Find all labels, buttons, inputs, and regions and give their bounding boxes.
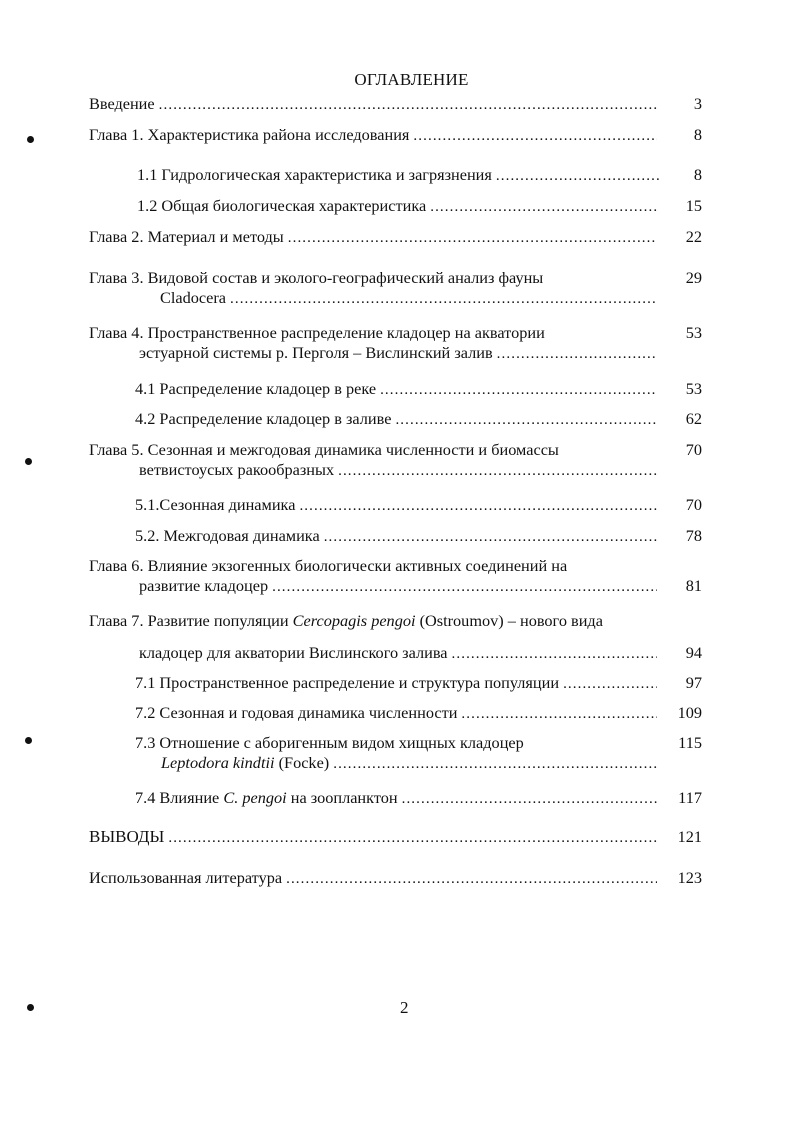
toc-entry-chapter-3[interactable] <box>89 268 702 308</box>
leader-dots <box>288 228 657 248</box>
leader-dots <box>230 289 657 309</box>
leader-dots <box>395 410 657 430</box>
leader-dots <box>324 527 657 547</box>
toc-entry-section-7-4[interactable] <box>135 788 702 808</box>
leader-dots <box>272 577 657 597</box>
toc-page-number: 8 <box>693 125 702 144</box>
toc-page-number: 81 <box>685 576 702 595</box>
toc-page-number: 70 <box>685 440 702 459</box>
toc-label: ВЫВОДЫ <box>89 827 165 846</box>
leader-dots <box>497 344 657 364</box>
toc-page-number: 70 <box>685 495 702 514</box>
leader-dots <box>496 166 659 186</box>
toc-label: 5.1.Сезонная динамика <box>135 495 296 514</box>
toc-entry-chapter-6[interactable] <box>89 556 702 596</box>
toc-label <box>135 788 398 808</box>
leader-dots <box>338 461 657 481</box>
toc-label-line-2: развитие кладоцер <box>139 576 269 595</box>
toc-label-line-1: 7.3 Отношение с аборигенным видом хищных кладоцер <box>135 733 524 752</box>
toc-page-number: 62 <box>685 409 702 428</box>
species-name: Leptodora kindtii <box>161 753 275 772</box>
toc-page-number: 3 <box>693 94 702 113</box>
toc-entry-chapter-1[interactable] <box>89 125 702 145</box>
toc-entry-section-5-1[interactable] <box>135 495 702 515</box>
toc-page-number: 29 <box>685 268 702 287</box>
toc-label-text: (Focke) <box>274 753 330 772</box>
toc-label-line-1: Глава 3. Видовой состав и эколого-географический анализ фауны <box>89 268 544 287</box>
toc-entry-section-1-1[interactable] <box>137 165 702 185</box>
toc-label: 7.1 Пространственное распределение и структура популяции <box>135 673 560 692</box>
toc-label: 4.2 Распределение кладоцер в заливе <box>135 409 392 428</box>
toc-label: Использованная литература <box>89 868 283 887</box>
page-title: ОГЛАВЛЕНИЕ <box>354 70 469 89</box>
leader-dots <box>402 789 657 809</box>
toc-label: Глава 1. Характеристика района исследования <box>89 125 410 144</box>
toc-label: 5.2. Межгодовая динамика <box>135 526 320 545</box>
toc-entry-chapter-4[interactable] <box>89 323 702 363</box>
toc-label-text: Глава 7. Развитие популяции <box>89 611 293 630</box>
leader-dots <box>333 754 657 774</box>
toc-page-number: 97 <box>685 673 702 692</box>
toc-label-text: на зоопланктон <box>286 788 398 807</box>
leader-dots <box>299 496 657 516</box>
toc-label: 1.1 Гидрологическая характеристика и загрязнения <box>137 165 492 184</box>
toc-page-number: 121 <box>677 827 702 846</box>
toc-entry-introduction[interactable] <box>89 94 702 114</box>
toc-page-number: 94 <box>685 643 702 662</box>
toc-page-number: 8 <box>693 165 702 184</box>
toc-page-number: 22 <box>685 227 702 246</box>
toc-entry-section-7-2[interactable] <box>135 703 702 723</box>
toc-label: Глава 2. Материал и методы <box>89 227 284 246</box>
leader-dots <box>461 704 657 724</box>
toc-page-number: 109 <box>677 703 702 722</box>
toc-page-number: 53 <box>685 323 702 342</box>
toc-label-line-1 <box>89 611 603 631</box>
toc-label-line-1: Глава 4. Пространственное распределение кладоцер на акватории <box>89 323 545 342</box>
toc-label: 4.1 Распределение кладоцер в реке <box>135 379 377 398</box>
toc-entry-section-5-2[interactable] <box>135 526 702 546</box>
punch-hole-mark <box>25 737 32 744</box>
toc-page-number: 78 <box>685 526 702 545</box>
toc-label-line-2: Cladocera <box>160 288 226 307</box>
punch-hole-mark <box>27 1004 34 1011</box>
leader-dots <box>413 126 657 146</box>
leader-dots <box>286 869 657 889</box>
toc-page-number: 53 <box>685 379 702 398</box>
toc-page-number: 15 <box>685 196 702 215</box>
species-name: C. pengoi <box>223 788 287 807</box>
leader-dots <box>380 380 657 400</box>
toc-page-number: 117 <box>678 788 702 807</box>
species-name: Cercopagis pengoi <box>292 611 416 630</box>
toc-entry-section-1-2[interactable] <box>137 196 702 216</box>
toc-label-line-1: Глава 5. Сезонная и межгодовая динамика численности и биомассы <box>89 440 559 459</box>
toc-page-number: 123 <box>677 868 702 887</box>
toc-entry-section-7-3[interactable] <box>135 733 702 773</box>
toc-label-line-2: ветвистоусых ракообразных <box>139 460 335 479</box>
toc-label-line-2: эстуарной системы р. Перголя – Вислинский залив <box>139 343 493 362</box>
toc-label: 1.2 Общая биологическая характеристика <box>137 196 427 215</box>
toc-entry-section-4-1[interactable] <box>135 379 702 399</box>
toc-label-text: 7.4 Влияние <box>135 788 224 807</box>
leader-dots <box>168 828 657 848</box>
leader-dots <box>452 644 657 664</box>
toc-entry-section-4-2[interactable] <box>135 409 702 429</box>
toc-label-line-1: Глава 6. Влияние экзогенных биологически активных соединений на <box>89 556 568 575</box>
toc-entry-chapter-2[interactable] <box>89 227 702 247</box>
punch-hole-mark <box>25 458 32 465</box>
leader-dots <box>563 674 657 694</box>
toc-entry-chapter-7[interactable] <box>89 611 702 663</box>
toc-label-line-2 <box>161 753 329 773</box>
toc-label-line-2: кладоцер для акватории Вислинского залива <box>139 643 448 662</box>
toc-entry-conclusions[interactable] <box>89 827 702 847</box>
toc-label: 7.2 Сезонная и годовая динамика численности <box>135 703 458 722</box>
toc-entry-section-7-1[interactable] <box>135 673 702 693</box>
toc-entry-references[interactable] <box>89 868 702 888</box>
leader-dots <box>430 197 659 217</box>
punch-hole-mark <box>27 136 34 143</box>
toc-entry-chapter-5[interactable] <box>89 440 702 480</box>
toc-label-text: (Ostroumov) – нового вида <box>415 611 603 630</box>
toc-label: Введение <box>89 94 155 113</box>
page-number-footer: 2 <box>400 998 409 1017</box>
toc-page-number: 115 <box>678 733 702 752</box>
leader-dots <box>159 95 657 115</box>
